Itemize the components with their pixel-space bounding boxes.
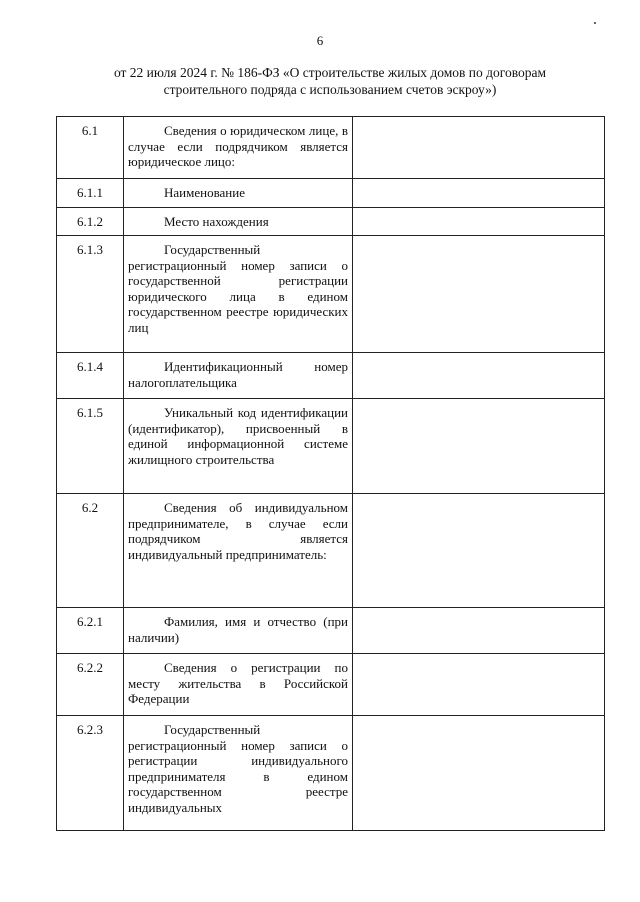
row-number: 6.1 — [57, 117, 124, 179]
row-description: Государственный регистрационный номер записи о регистрации индивидуального предпринимателя в едином государственном реестре индивидуальных — [124, 716, 353, 831]
row-description: Наименование — [124, 179, 353, 208]
row-value-cell — [353, 236, 605, 353]
table-row — [57, 179, 605, 208]
row-description: Сведения о регистрации по месту жительства в Российской Федерации — [124, 654, 353, 716]
table-row — [57, 654, 605, 716]
table-row — [57, 208, 605, 236]
table-row — [57, 117, 605, 179]
row-number: 6.2.3 — [57, 716, 124, 831]
row-description: Идентификационный номер налогоплательщика — [124, 353, 353, 399]
row-number: 6.1.2 — [57, 208, 124, 236]
table-row — [57, 236, 605, 353]
row-description: Сведения об индивидуальном предпринимателе, в случае если подрядчиком является индивидуальный предприниматель: — [124, 494, 353, 608]
table-row — [57, 494, 605, 608]
table-row — [57, 716, 605, 831]
row-description: Место нахождения — [124, 208, 353, 236]
row-number: 6.2.2 — [57, 654, 124, 716]
row-value-cell — [353, 399, 605, 494]
row-description: Фамилия, имя и отчество (при наличии) — [124, 608, 353, 654]
page-number: 6 — [316, 33, 324, 48]
scan-speck — [594, 22, 596, 24]
row-value-cell — [353, 208, 605, 236]
row-value-cell — [353, 117, 605, 179]
row-value-cell — [353, 608, 605, 654]
row-number: 6.2 — [57, 494, 124, 608]
header-line-1: от 22 июля 2024 г. № 186-ФЗ «О строительстве жилых домов по договорам — [113, 65, 547, 80]
row-value-cell — [353, 654, 605, 716]
row-value-cell — [353, 716, 605, 831]
table-row — [57, 353, 605, 399]
row-description: Уникальный код идентификации (идентификатор), присвоенный в единой информационной системе жилищного строительства — [124, 399, 353, 494]
form-table — [56, 116, 605, 831]
row-description: Государственный регистрационный номер записи о государственной регистрации юридического лица в едином государственном реестре юридических лиц — [124, 236, 353, 353]
row-number: 6.1.4 — [57, 353, 124, 399]
row-value-cell — [353, 353, 605, 399]
header-line-2: строительного подряда с использованием счетов эскроу») — [163, 82, 497, 97]
row-number: 6.1.3 — [57, 236, 124, 353]
row-number: 6.2.1 — [57, 608, 124, 654]
row-number: 6.1.1 — [57, 179, 124, 208]
row-value-cell — [353, 179, 605, 208]
row-description: Сведения о юридическом лице, в случае если подрядчиком является юридическое лицо: — [124, 117, 353, 179]
table-row — [57, 399, 605, 494]
row-number: 6.1.5 — [57, 399, 124, 494]
document-header — [70, 64, 590, 98]
row-value-cell — [353, 494, 605, 608]
table-row — [57, 608, 605, 654]
